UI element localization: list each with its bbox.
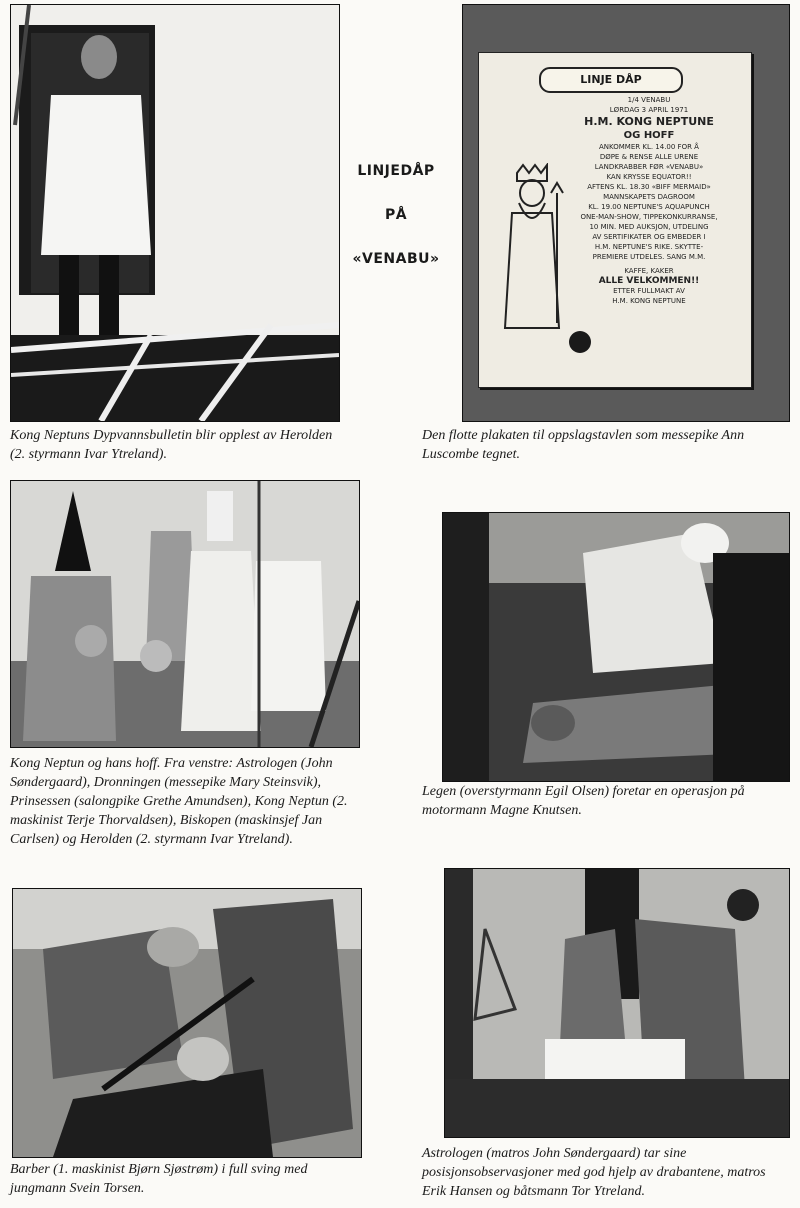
heading-line-3: «VENABU» [352,251,440,267]
poster-line: ETTER FULLMAKT AV [613,287,685,295]
poster-line: 10 MIN. MED AUKSJON, UTDELING [589,223,709,231]
poster-line: KL. 19.00 NEPTUNE'S AQUAPUNCH [588,203,710,211]
heading-line-2: PÅ [384,207,408,223]
poster-line: AFTENS KL. 18.30 «BIFF MERMAID» [587,183,711,191]
neptune-court-photo [10,480,360,748]
poster-line: OG HOFF [623,130,675,141]
poster [478,52,752,388]
astrologer-photo [444,868,790,1138]
article-heading [346,160,446,292]
heading-line-1: LINJEDÅP [357,163,435,179]
poster-seal [569,331,591,353]
poster-line: H.M. KONG NEPTUNE [584,115,714,128]
caption-court: Kong Neptun og hans hoff. Fra venstre: Astrologen (John Søndergaard), Dronningen (messepike Mary Steinsvik), Prinsessen (salongpike Grethe Amundsen), Kong Neptun (2. maskinist Terje Thorvaldsen), Biskopen (maskinsjef Jan Carlsen) og Herolden (2. styrmann Ivar Ytreland). [10,756,348,847]
poster-line: ALLE VELKOMMEN!! [598,276,700,286]
caption-doctor: Legen (overstyrmann Egil Olsen) foretar en operasjon på motormann Magne Knutsen. [422,784,745,818]
poster-line: DØPE & RENSE ALLE URENE [599,153,699,161]
poster-line: H.M. KONG NEPTUNE [612,297,686,305]
doctor-operation-photo [442,512,790,782]
barber-photo [12,888,362,1158]
poster-line: 1/4 VENABU [627,96,671,104]
caption-astrologer: Astrologen (matros John Søndergaard) tar sine posisjonsobservasjoner med god hjelp av drabantene, matros Erik Hansen og båtsmann Tor Ytreland. [422,1146,766,1199]
poster-line: PREMIERE UTDELES. SANG M.M. [592,253,706,261]
caption-herald: Kong Neptuns Dypvannsbulletin blir opplest av Herolden (2. styrmann Ivar Ytreland). [10,428,333,462]
poster-line: H.M. NEPTUNE'S RIKE. SKYTTE- [594,243,704,251]
poster-line: LØRDAG 3 APRIL 1971 [609,106,689,114]
poster-line: MANNSKAPETS DAGROOM [603,193,695,201]
poster-line: ONE-MAN-SHOW, TIPPEKONKURRANSE, [580,213,718,221]
poster-text [569,95,729,306]
poster-line: AV SERTIFIKATER OG EMBEDER I [592,233,706,241]
poster-line: ANKOMMER KL. 14.00 FOR Å [599,143,699,151]
poster-line: KAN KRYSSE EQUATOR!! [606,173,692,181]
poster-banner: LINJE DÅP [539,67,683,93]
poster-line: KAFFE, KAKER [624,267,674,275]
herald-reading-photo [10,4,340,422]
poster-line: LANDKRABBER FØR «VENABU» [594,163,704,171]
caption-poster: Den flotte plakaten til oppslagstavlen som messepike Ann Luscombe tegnet. [422,428,745,462]
neptune-drawing-icon [497,163,567,333]
caption-barber: Barber (1. maskinist Bjørn Sjøstrøm) i full sving med jungmann Svein Torsen. [10,1162,308,1196]
